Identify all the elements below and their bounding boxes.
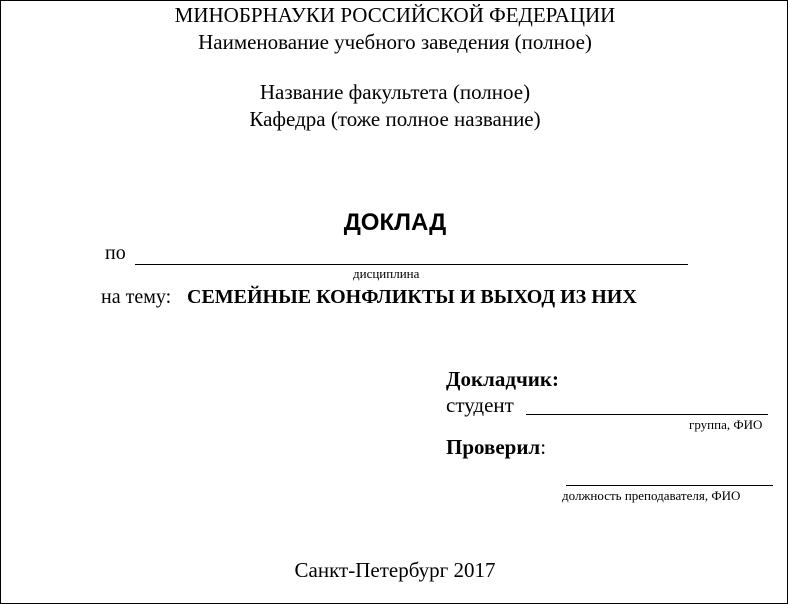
discipline-caption: дисциплина xyxy=(353,266,420,281)
student-label: студент xyxy=(446,393,514,417)
faculty-name: Название факультета (полное) xyxy=(259,80,531,104)
checked-heading-label: Проверил xyxy=(446,435,541,459)
topic-prefix: на тему: xyxy=(101,286,172,308)
reporter-heading: Докладчик: xyxy=(446,367,559,391)
discipline-underline xyxy=(135,264,688,265)
student-underline xyxy=(526,414,768,415)
student-caption: группа, ФИО xyxy=(689,417,763,432)
city-year: Санкт-Петербург 2017 xyxy=(294,558,496,582)
document-title: ДОКЛАД xyxy=(343,209,447,236)
ministry-name: МИНОБРНАУКИ РОССИЙСКОЙ ФЕДЕРАЦИИ xyxy=(174,3,616,27)
discipline-prefix: по xyxy=(105,242,126,264)
teacher-underline xyxy=(566,485,773,486)
department-name: Кафедра (тоже полное название) xyxy=(249,107,541,131)
topic-title: СЕМЕЙНЫЕ КОНФЛИКТЫ И ВЫХОД ИЗ НИХ xyxy=(187,286,637,308)
checked-heading xyxy=(446,435,546,460)
institution-name: Наименование учебного заведения (полное) xyxy=(198,30,592,54)
teacher-caption: должность преподавателя, ФИО xyxy=(562,488,741,503)
checked-heading-colon: : xyxy=(540,435,547,459)
